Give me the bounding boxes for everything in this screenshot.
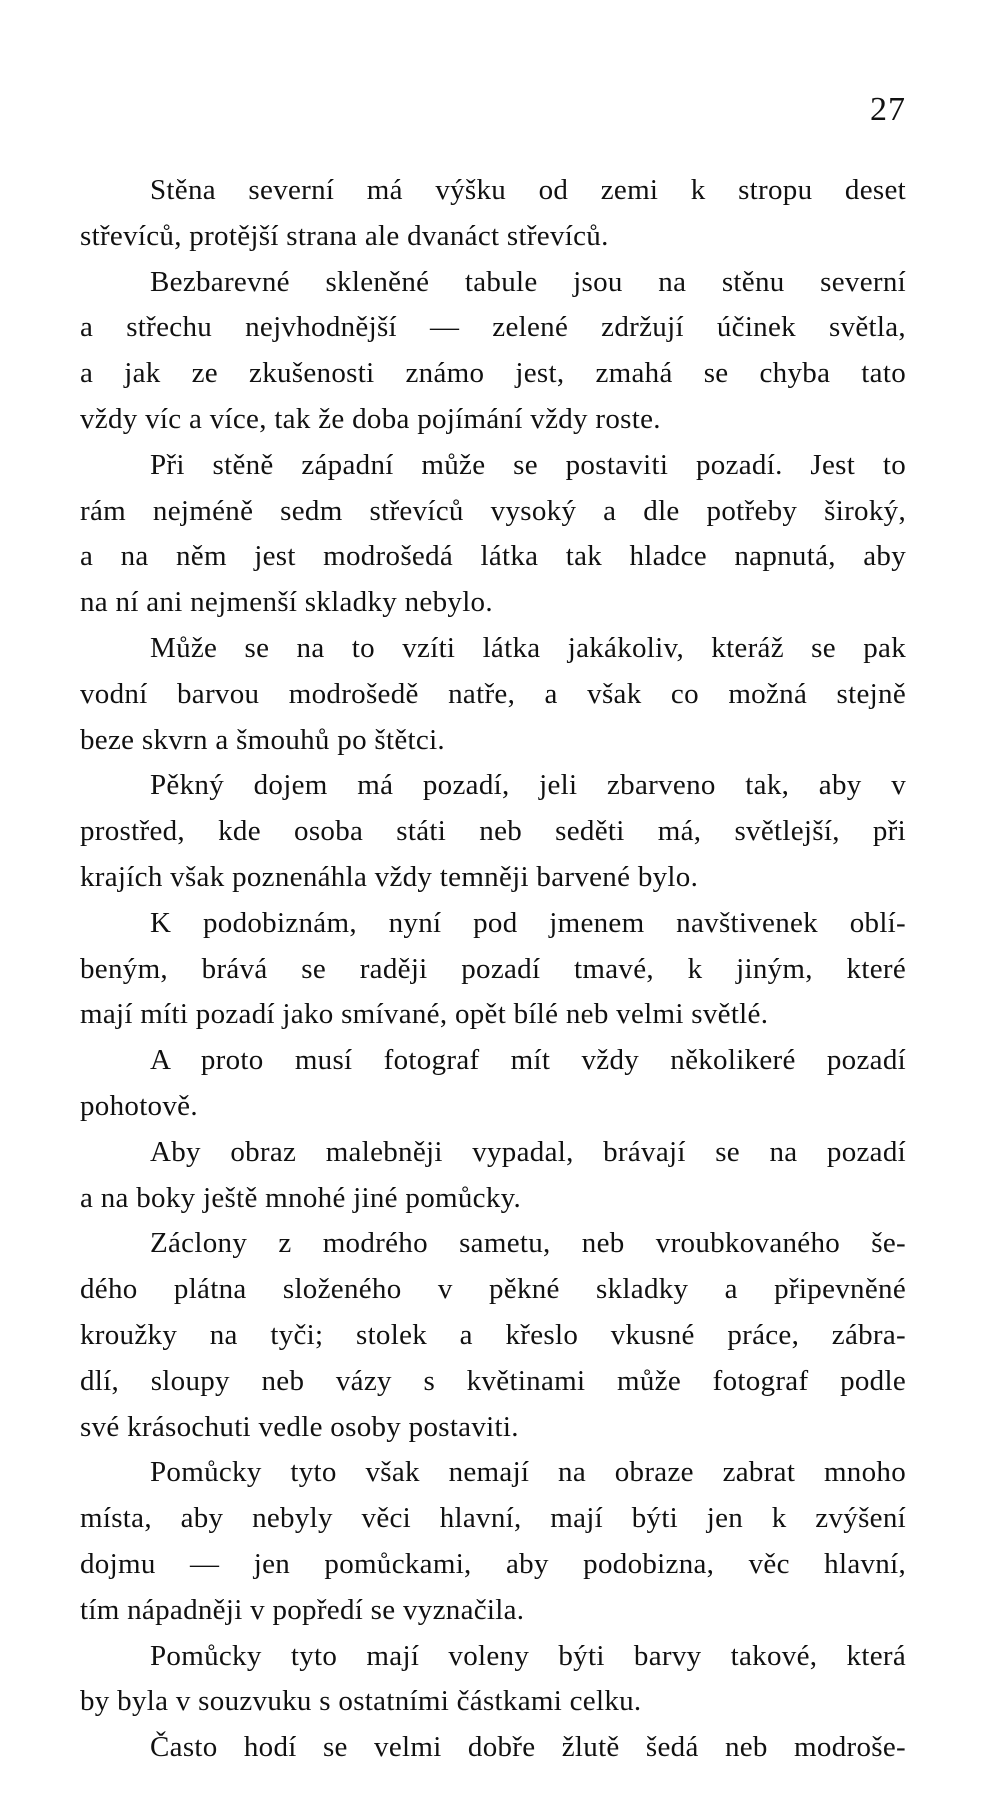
text-line: Pěkný dojem má pozadí, jeli zbarveno tak, aby v [150,769,906,802]
text-line: a na něm jest modrošedá látka tak hladce napnutá, aby [80,540,906,573]
text-line: střevíců, protější strana ale dvanáct střevíců. [80,219,609,252]
text-line: dého plátna složeného v pěkné skladky a připevněné [80,1273,906,1306]
paragraph [80,901,906,1038]
text-line: Bezbarevné skleněné tabule jsou na stěnu severní [150,265,906,298]
text-line: Záclony z modrého sametu, neb vroubkovaného še- [150,1227,906,1260]
text-line: Aby obraz malebněji vypadal, brávají se na pozadí [150,1135,906,1168]
text-line: dlí, sloupy neb vázy s květinami může fotograf podle [80,1364,906,1397]
paragraph [80,1130,906,1222]
paragraph [80,626,906,763]
text-line: Pomůcky tyto však nemají na obraze zabrat mnoho [150,1456,906,1489]
text-line: by byla v souzvuku s ostatními částkami celku. [80,1685,642,1718]
text-line: Může se na to vzíti látka jakákoliv, kteráž se pak [150,631,906,664]
text-line: tím nápadněji v popředí se vyznačila. [80,1593,525,1626]
text-line: místa, aby nebyly věci hlavní, mají býti jen k zvýšení [80,1502,906,1535]
paragraph [80,1725,906,1771]
text-line: Při stěně západní může se postaviti pozadí. Jest to [150,448,906,481]
text-line: na ní ani nejmenší skladky nebylo. [80,586,493,619]
text-line: a jak ze zkušenosti známo jest, zmahá se chyba tato [80,357,906,390]
paragraph [80,1634,906,1726]
paragraph [80,260,906,443]
text-line: a střechu nejvhodnější — zelené zdržují účinek světla, [80,311,906,344]
page-number: 27 [870,91,906,128]
text-line: A proto musí fotograf mít vždy několikeré pozadí [150,1044,906,1077]
body-text [80,168,906,1771]
text-line: prostřed, kde osoba státi neb seděti má, světlejší, při [80,815,906,848]
text-line: Často hodí se velmi dobře žlutě šedá neb modroše- [150,1731,906,1764]
text-line: mají míti pozadí jako smívané, opět bílé neb velmi světlé. [80,998,769,1031]
paragraph [80,1221,906,1450]
text-line: své krásochuti vedle osoby postaviti. [80,1410,519,1443]
paragraph [80,443,906,626]
text-line: Stěna severní má výšku od zemi k stropu deset [150,174,906,206]
text-line: kroužky na tyči; stolek a křeslo vkusné práce, zábra- [80,1318,906,1351]
paragraph [80,763,906,900]
paragraph [80,1450,906,1633]
text-line: beze skvrn a šmouhů po štětci. [80,723,445,756]
paragraph [80,168,906,260]
text-line: rám nejméně sedm střevíců vysoký a dle potřeby široký, [80,494,906,527]
text-line: krajích však poznenáhla vždy temněji barvené bylo. [80,860,699,893]
text-line: Pomůcky tyto mají voleny býti barvy takové, která [150,1639,906,1672]
text-line: a na boky ještě mnohé jiné pomůcky. [80,1181,522,1214]
text-line: dojmu — jen pomůckami, aby podobizna, věc hlavní, [80,1547,906,1580]
text-line: K podobiznám, nyní pod jmenem navštivenek oblí- [150,906,906,939]
paragraph [80,1038,906,1130]
text-line: pohotově. [80,1089,198,1122]
text-line: vždy víc a více, tak že doba pojímání vždy roste. [80,402,661,435]
text-line: beným, brává se raději pozadí tmavé, k jiným, které [80,952,906,985]
text-line: vodní barvou modrošedě natře, a však co možná stejně [80,677,906,710]
